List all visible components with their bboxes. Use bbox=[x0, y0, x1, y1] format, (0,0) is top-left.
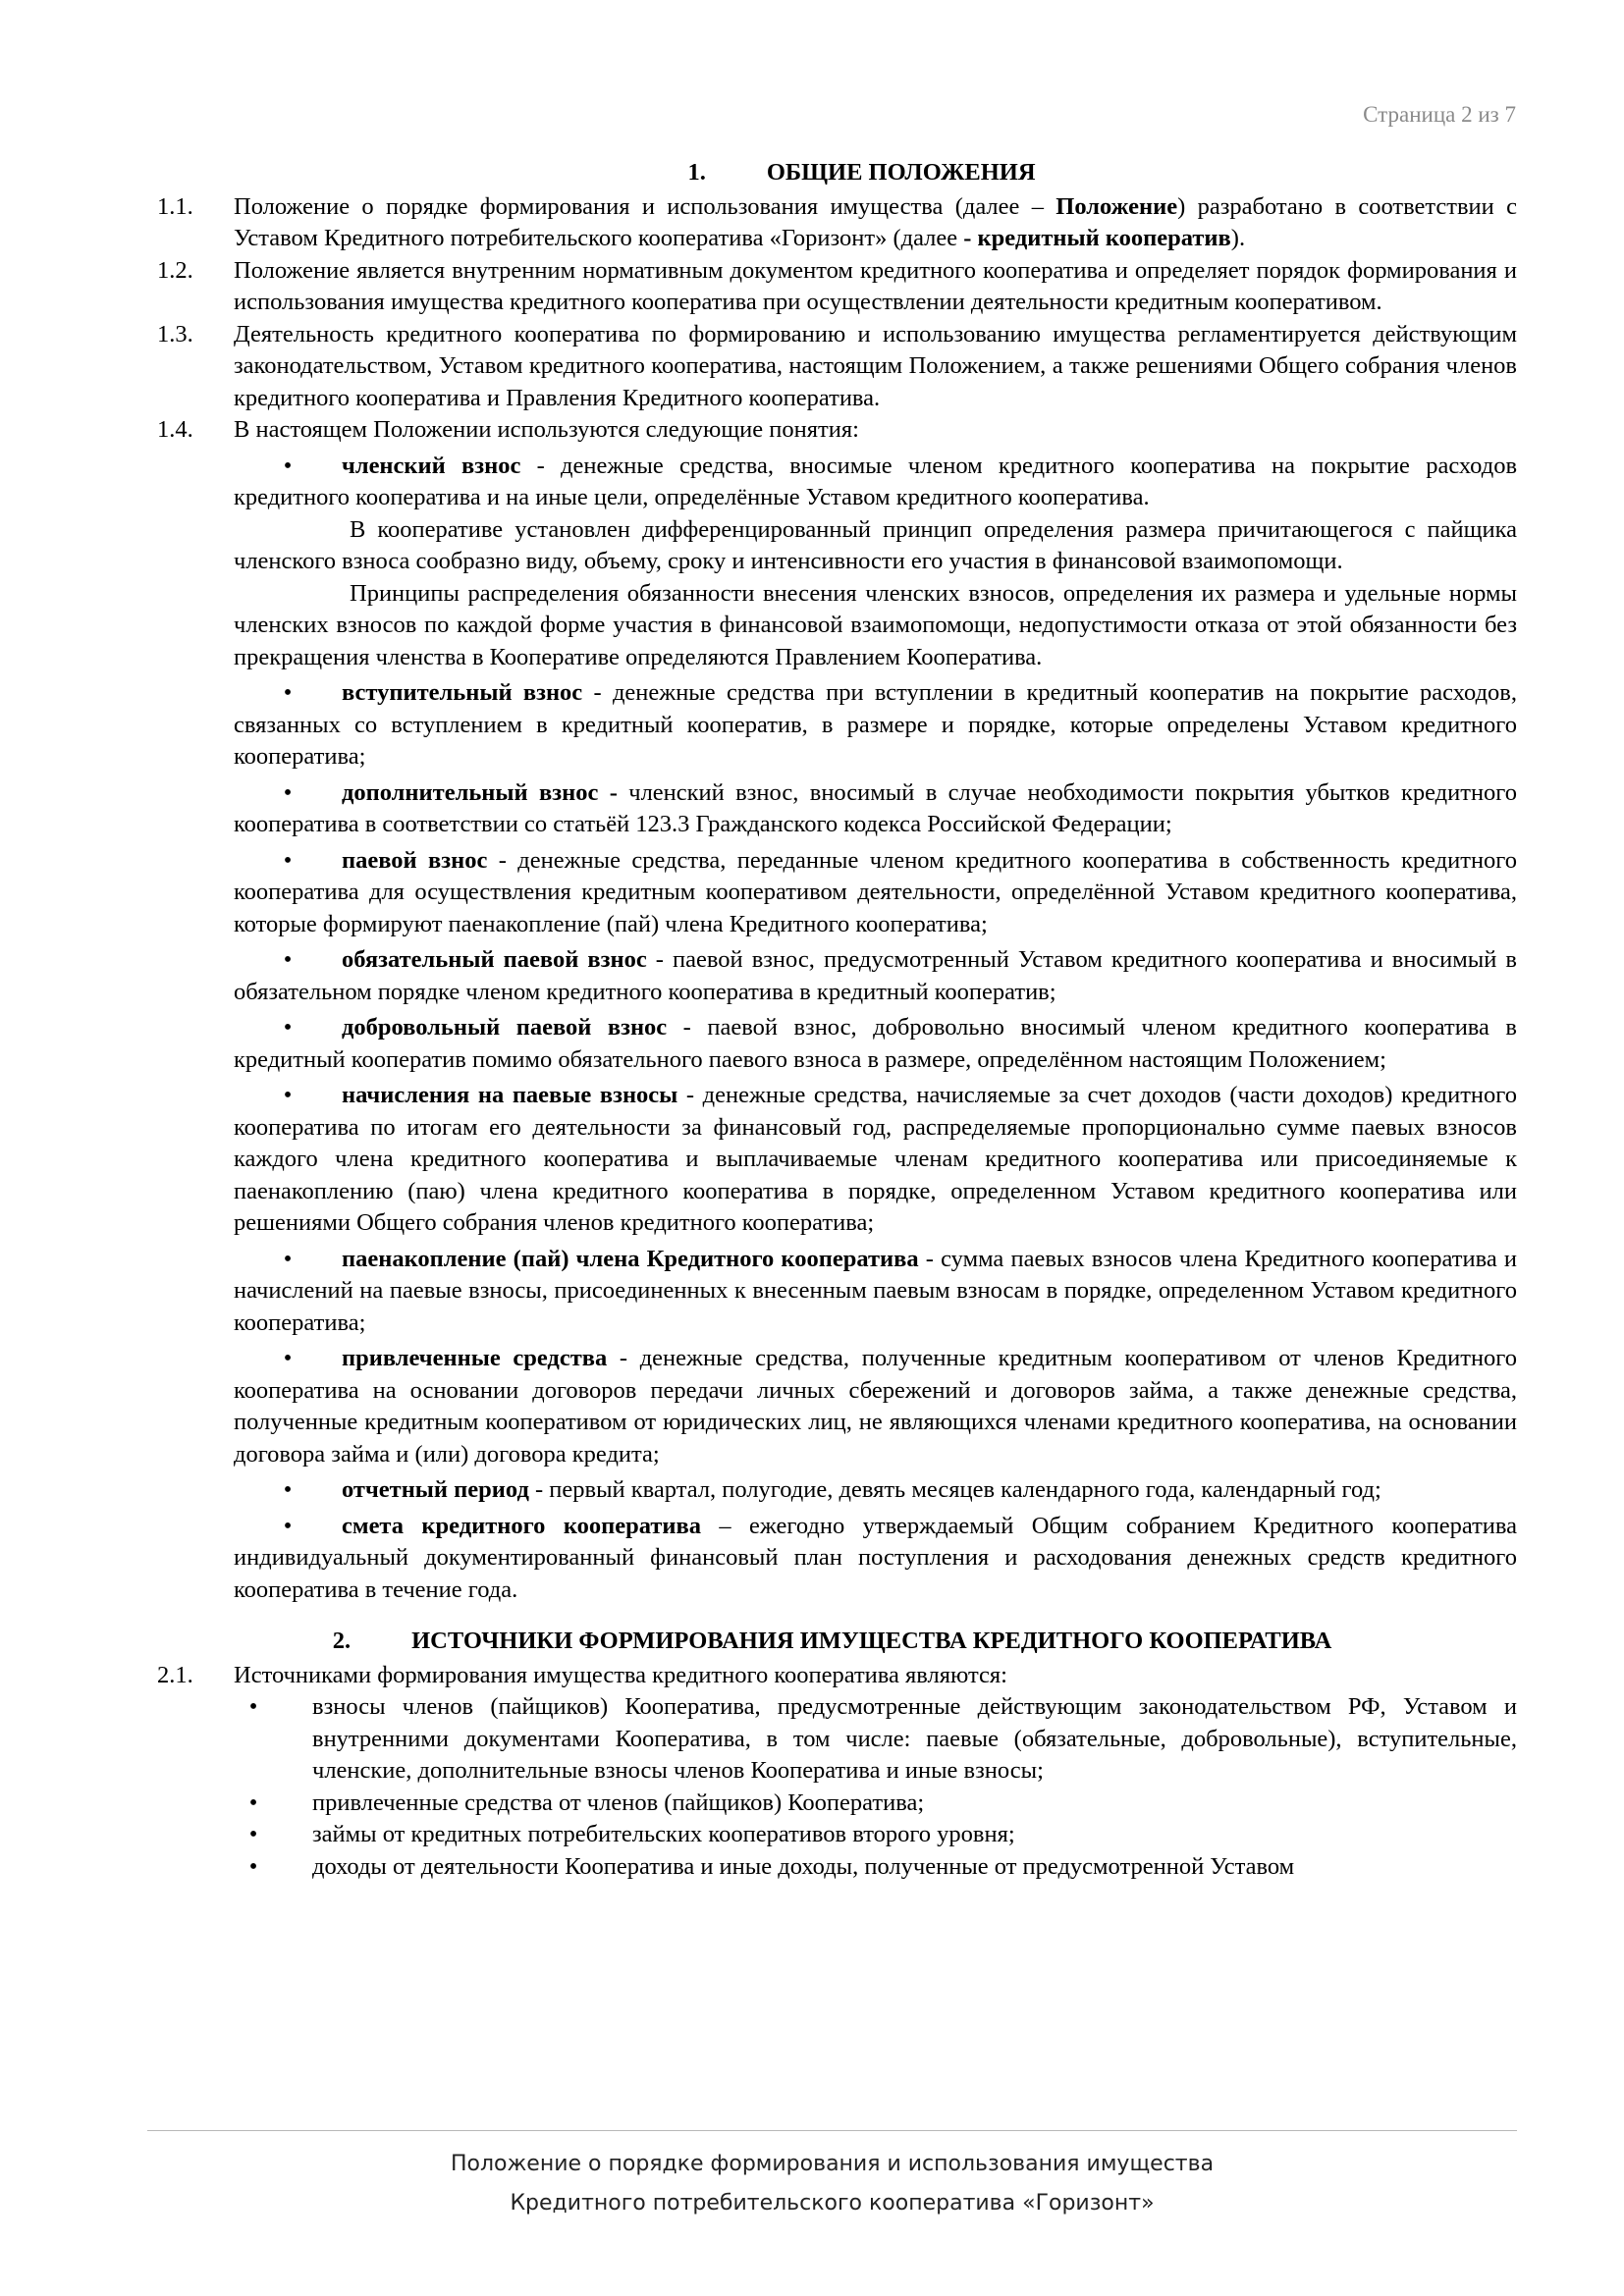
list-item-text: взносы членов (пайщиков) Кооператива, предусмотренные действующим законодательством РФ, Уставом и внутренними документами Кооператива, в том числе: паевые (обязательные, добровольные), вступительные, членские, дополнительные взносы членов Кооператива и иные взносы; bbox=[312, 1693, 1517, 1784]
paragraph-text: ). bbox=[1230, 225, 1246, 251]
paragraph-text: Источниками формирования имущества кредитного кооператива являются: bbox=[234, 1661, 1007, 1688]
definition-text: - денежные средства, полученные кредитным кооперативом от членов Кредитного кооператива на основании договоров передачи личных сбережений и договоров займа, а также денежные средства, полученные кредитным кооперативом от юридических лиц, не являющихся членами кредитного кооператива, на основании договора займа и (или) договора кредита; bbox=[234, 1345, 1517, 1468]
definition-term: добровольный паевой взнос bbox=[342, 1014, 668, 1041]
bullet-icon: • bbox=[283, 1512, 293, 1539]
definition-item bbox=[234, 1470, 1517, 1507]
paragraph-number: 1.3. bbox=[157, 320, 193, 347]
definition-item bbox=[234, 673, 1517, 774]
page-number: Страница 2 из 7 bbox=[1363, 102, 1516, 127]
paragraph-number: 1.2. bbox=[157, 256, 193, 284]
bullet-icon: • bbox=[248, 1821, 258, 1847]
bullet-icon: • bbox=[283, 846, 293, 874]
definition-term: дополнительный взнос - bbox=[342, 778, 618, 806]
definition-text: - денежные средства при вступлении в кредитный кооператив на покрытие расходов, связанных со вступлением в кредитный кооператив, в размере и порядке, которые определены Уставом кредитного кооператива; bbox=[234, 679, 1517, 770]
definition-term: вступительный взнос bbox=[342, 679, 583, 706]
bullet-icon: • bbox=[283, 778, 293, 806]
section-1-number: 1. bbox=[687, 159, 706, 186]
definition-text: - паевой взнос, добровольно вносимый членом кредитного кооператива в кредитный кооператив помимо обязательного паевого взноса в размере, определённом настоящим Положением; bbox=[234, 1014, 1517, 1073]
definition-text: - паевой взнос, предусмотренный Уставом кредитного кооператива и вносимый в обязательном порядке членом кредитного кооператива в кредитный кооператив; bbox=[234, 946, 1517, 1005]
definition-item bbox=[234, 841, 1517, 941]
list-item bbox=[234, 1851, 1517, 1884]
definition-term: паенакопление (пай) члена Кредитного кооператива bbox=[342, 1245, 919, 1272]
note-paragraph: Принципы распределения обязанности внесения членских взносов, определения их размера и удельные нормы членских взносов по каждой форме участия в финансовой взаимопомощи, недопустимости отказа от этой обязанности без прекращения членства в Кооперативе определяются Правлением Кооператива. bbox=[234, 579, 1517, 670]
definition-term: членский взнос bbox=[342, 452, 521, 479]
section-1-title: ОБЩИЕ ПОЛОЖЕНИЯ bbox=[766, 159, 1036, 186]
definition-text: - денежные средства, начисляемые за счет доходов (части доходов) кредитного кооператива по итогам его деятельности за финансовый год, распределяемые пропорционально сумме паевых взносов каждого члена кредитного кооператива и выплачиваемые членам кредитного кооператива или присоединяемые к паенакоплению (паю) члена кредитного кооператива в порядке, определенном Уставом кредитного кооператива или решениями Общего собрания членов кредитного кооператива; bbox=[234, 1082, 1517, 1236]
paragraph-1-4 bbox=[147, 414, 1517, 447]
definition-term: смета кредитного кооператива bbox=[342, 1512, 701, 1539]
bold-term: Положение bbox=[1056, 192, 1178, 220]
definition-item bbox=[234, 1339, 1517, 1470]
definition-item bbox=[234, 940, 1517, 1008]
paragraph-text: В настоящем Положении используются следующие понятия: bbox=[234, 416, 859, 443]
sources-list bbox=[147, 1691, 1517, 1883]
definition-item bbox=[234, 774, 1517, 841]
section-2-number: 2. bbox=[332, 1628, 352, 1654]
bullet-icon: • bbox=[283, 946, 293, 973]
list-item bbox=[234, 1788, 1517, 1820]
bullet-icon: • bbox=[283, 1476, 293, 1503]
bullet-icon: • bbox=[248, 1852, 258, 1880]
definition-text: - сумма паевых взносов члена Кредитного кооператива и начислений на паевые взносы, присоединенных к внесенным паевым взносам в порядке, определенном Уставом кредитного кооператива; bbox=[234, 1245, 1517, 1336]
definition-text: - денежные средства, переданные членом кредитного кооператива в собственность кредитного кооператива для осуществления кредитным кооперативом деятельности, определённой Уставом кредитного кооператива, которые формируют паенакопление (пай) члена Кредитного кооператива; bbox=[234, 846, 1517, 937]
definition-term: привлеченные средства bbox=[342, 1345, 608, 1371]
paragraph-text: Положение о порядке формирования и использования имущества (далее – bbox=[234, 192, 1056, 220]
note-paragraph: В кооперативе установлен дифференцированный принцип определения размера причитающегося с пайщика членского взноса сообразно виду, объему, сроку и интенсивности его участия в финансовой взаимопомощи. bbox=[234, 515, 1517, 574]
definition-term: паевой взнос bbox=[342, 846, 488, 874]
paragraph-text: Деятельность кредитного кооператива по формированию и использованию имущества регламентируется действующим законодательством, Уставом кредитного кооператива, настоящим Положением, а также решениями Общего собрания членов кредитного кооператива и Правления Кредитного кооператива. bbox=[234, 320, 1517, 411]
list-item bbox=[234, 1819, 1517, 1851]
document-body bbox=[147, 157, 1517, 1883]
definition-text: - денежные средства, вносимые членом кредитного кооператива на покрытие расходов кредитного кооператива и на иные цели, определённые Уставом кредитного кооператива. bbox=[234, 452, 1518, 510]
paragraph-1-3 bbox=[147, 319, 1517, 415]
definition-item bbox=[234, 1507, 1517, 1607]
definition-text: – ежегодно утверждаемый Общим собранием Кредитного кооператива индивидуальный документированный финансовый план поступления и расходования денежных средств кредитного кооператива в течение года. bbox=[234, 1512, 1518, 1603]
bullet-icon: • bbox=[283, 452, 293, 479]
list-item-text: займы от кредитных потребительских кооперативов второго уровня; bbox=[312, 1821, 1015, 1847]
footer-line-1: Положение о порядке формирования и использования имущества bbox=[450, 2152, 1215, 2176]
paragraph-text: ) разработано в соответствии с Уставом Кредитного потребительского кооператива «Горизонт» (далее bbox=[234, 192, 1517, 251]
definition-term: отчетный период bbox=[342, 1476, 529, 1503]
bold-term: - кредитный кооператив bbox=[963, 225, 1231, 251]
list-item-text: доходы от деятельности Кооператива и иные доходы, полученные от предусмотренной Уставом bbox=[312, 1852, 1295, 1880]
paragraph-number: 2.1. bbox=[157, 1661, 193, 1688]
bullet-icon: • bbox=[283, 1014, 293, 1041]
bullet-icon: • bbox=[248, 1693, 258, 1720]
definition-text: - первый квартал, полугодие, девять месяцев календарного года, календарный год; bbox=[528, 1476, 1381, 1503]
bullet-icon: • bbox=[283, 679, 293, 706]
definition-text: членский взнос, вносимый в случае необходимости покрытия убытков кредитного кооператива в соответствии со статьёй 123.3 Гражданского кодекса Российской Федерации; bbox=[234, 778, 1517, 837]
footer-divider bbox=[147, 2130, 1517, 2131]
page-footer bbox=[147, 2145, 1517, 2223]
paragraph-1-2 bbox=[147, 255, 1517, 319]
list-item-text: привлеченные средства от членов (пайщиков) Кооператива; bbox=[312, 1789, 925, 1816]
paragraph-1-1 bbox=[147, 191, 1517, 255]
definition-term: обязательный паевой взнос bbox=[342, 946, 647, 973]
footer-line-2: Кредитного потребительского кооператива «Горизонт» bbox=[510, 2191, 1155, 2216]
bullet-icon: • bbox=[283, 1345, 293, 1371]
definition-item bbox=[234, 447, 1517, 514]
paragraph-number: 1.1. bbox=[157, 192, 193, 220]
section-1-heading bbox=[147, 157, 1517, 189]
bullet-icon: • bbox=[283, 1245, 293, 1272]
paragraph-2-1 bbox=[147, 1660, 1517, 1692]
bullet-icon: • bbox=[283, 1082, 293, 1108]
list-item bbox=[234, 1691, 1517, 1788]
definition-item bbox=[234, 1076, 1517, 1240]
definition-item bbox=[234, 1008, 1517, 1076]
definition-term: начисления на паевые взносы bbox=[342, 1082, 678, 1108]
section-2-title: ИСТОЧНИКИ ФОРМИРОВАНИЯ ИМУЩЕСТВА КРЕДИТНОГО КООПЕРАТИВА bbox=[411, 1628, 1332, 1654]
bullet-icon: • bbox=[248, 1789, 258, 1816]
paragraph-number: 1.4. bbox=[157, 416, 193, 443]
paragraph-text: Положение является внутренним нормативным документом кредитного кооператива и определяет порядок формирования и использования имущества кредитного кооператива при осуществлении деятельности кредитным кооперативом. bbox=[234, 256, 1517, 315]
definition-item bbox=[234, 1240, 1517, 1340]
section-2-heading bbox=[147, 1626, 1517, 1658]
